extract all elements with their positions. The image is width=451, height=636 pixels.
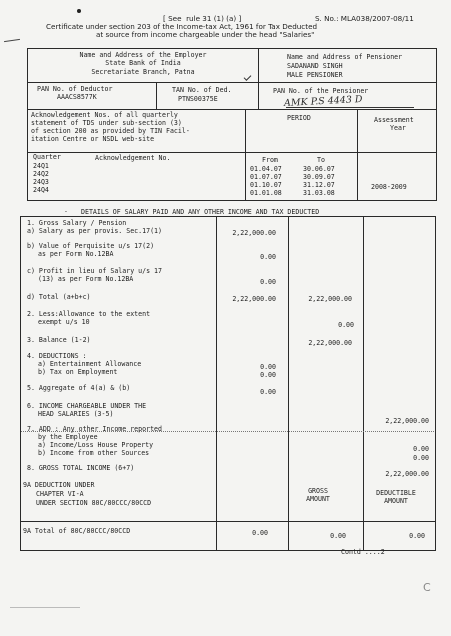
employer-line2: Secretariate Branch, Patna (91, 68, 195, 76)
quarter-box (27, 152, 437, 201)
period-from-q4: 01.01.08 (250, 189, 282, 197)
deductible-amount-header: DEDUCTIBLE (376, 489, 416, 497)
other-income-label-2: by the Employee (38, 433, 98, 441)
house-property-amount: 0.00 (413, 445, 429, 453)
balance-label: 3. Balance (1-2) (27, 336, 91, 344)
assessment-label: Assessment (374, 116, 414, 124)
allowance-label: 2. Less:Allowance to the extent (27, 310, 151, 318)
pan-deductor-value: AAACS8577K (57, 93, 97, 101)
salary-sec17-label: a) Salary as per provis. Sec.17(1) (27, 227, 162, 235)
chapter-via-total-amount-2: 0.00 (330, 532, 346, 540)
quarter-q4: 24Q4 (33, 186, 49, 194)
period-from-q1: 01.04.07 (250, 165, 282, 173)
allowance-amount: 0.00 (338, 321, 354, 329)
continued-note: Contd ....2 (341, 548, 385, 556)
perquisite-label: b) Value of Perquisite u/s 17(2) (27, 242, 155, 250)
period-from-q2: 01.07.07 (250, 173, 282, 181)
rule-reference: [ See rule 31 (1) (a) ] (163, 14, 242, 23)
allowance-label-2: exempt u/s 10 (38, 318, 90, 326)
period-from-q3: 01.10.07 (250, 181, 282, 189)
employer-line1: State Bank of India (105, 59, 181, 67)
gross-salary-label: 1. Gross Salary / Pension (27, 219, 127, 227)
gross-total-income-label: 8. GROSS TOTAL INCOME (6+7) (27, 464, 135, 472)
other-sources-amount: 0.00 (413, 454, 429, 462)
assessment-year-label: Year (390, 124, 406, 132)
income-chargeable-label-2: HEAD SALARIES (3-5) (38, 410, 114, 418)
deductions-label: 4. DEDUCTIONS : (27, 352, 87, 360)
period-to-q1: 30.06.07 (303, 165, 335, 173)
tax-employment-amount: 0.00 (260, 371, 276, 379)
assessment-year-value: 2008-2009 (371, 183, 407, 191)
gross-amount-header: GROSS (308, 487, 328, 495)
pensioner-line2: MALE PENSIONER (287, 71, 343, 79)
certificate-title-line1: Certificate under section 203 of the Income-tax Act, 1961 for Tax Deducted (46, 22, 318, 31)
total-abc-amount-2: 2,22,000.00 (308, 295, 352, 303)
details-title: DETAILS OF SALARY PAID AND ANY OTHER INCOME AND TAX DEDUCTED (81, 208, 320, 216)
pan-pensioner-handwritten: AMK P.S 4443 D (283, 93, 363, 110)
from-label: From (262, 156, 278, 164)
certificate-title-line2: at source from income chargeable under the head "Salaries" (96, 30, 315, 39)
pen-mark (4, 39, 20, 42)
ack-no-label: Acknowledgement No. (95, 154, 171, 162)
quarter-q2: 24Q2 (33, 170, 49, 178)
top-dot (77, 9, 81, 13)
pensioner-name: SADANAND SINGH (287, 62, 343, 70)
total-abc-amount-1: 2,22,000.00 (232, 295, 276, 303)
chapter-via-label-2: CHAPTER VI-A (36, 490, 84, 498)
income-chargeable-amount: 2,22,000.00 (385, 417, 429, 425)
period-to-q3: 31.12.07 (303, 181, 335, 189)
chapter-via-total-amount-3: 0.00 (409, 532, 425, 540)
quarter-label: Quarter (33, 153, 61, 161)
other-income-label: 7. ADD : Any other Income reported (27, 425, 162, 433)
perquisite-label-2: as per Form No.12BA (38, 250, 114, 258)
bottom-scan-line (10, 607, 80, 608)
handwritten-underline (286, 107, 414, 108)
tan-label: TAN No. of Ded. (172, 86, 232, 94)
other-sources-label: b) Income from other Sources (38, 449, 150, 457)
quarter-q3: 24Q3 (33, 178, 49, 186)
gross-amount-header-2: AMOUNT (306, 495, 330, 503)
ack-text-line2: statement of TDS under sub-section (3) (31, 119, 182, 127)
profit-label: c) Profit in lieu of Salary u/s 17 (27, 267, 162, 275)
tan-value: PTNS00375E (178, 95, 218, 103)
chapter-via-total-amount-1: 0.00 (252, 529, 268, 537)
period-label: PERIOD (287, 114, 311, 122)
entertainment-amount: 0.00 (260, 363, 276, 371)
income-chargeable-label: 6. INCOME CHARGEABLE UNDER THE (27, 402, 147, 410)
profit-amount: 0.00 (260, 278, 276, 286)
pan-deductor-label: PAN No. of Deductor (37, 85, 113, 93)
chapter-via-label-3: UNDER SECTION 80C/80CCC/80CCD (36, 499, 152, 507)
serial-number: S. No.: MLA038/2007-08/11 (315, 14, 414, 23)
corner-mark: C (423, 581, 431, 594)
employer-heading: Name and Address of the Employer (79, 51, 207, 59)
to-label: To (317, 156, 325, 164)
balance-amount: 2,22,000.00 (308, 339, 352, 347)
ack-text-line4: itation Centre or NSDL web-site (31, 135, 155, 143)
salary-sec17-amount: 2,22,000.00 (232, 229, 276, 237)
perquisite-amount: 0.00 (260, 253, 276, 261)
pensioner-heading: Name and Address of Pensioner (287, 53, 403, 61)
period-to-q4: 31.03.08 (303, 189, 335, 197)
period-to-q2: 30.09.07 (303, 173, 335, 181)
gross-total-income-amount: 2,22,000.00 (385, 470, 429, 478)
aggregate-label: 5. Aggregate of 4(a) & (b) (27, 384, 131, 392)
details-bullet: · (64, 208, 68, 216)
ack-text-line1: Acknowledgement Nos. of all quarterly (31, 111, 178, 119)
deductible-amount-header-2: AMOUNT (384, 497, 408, 505)
total-abc-label: d) Total (a+b+c) (27, 293, 91, 301)
ack-text-line3: of section 200 as provided by TIN Facil- (31, 127, 190, 135)
pan-pensioner-label: PAN No. of the Pensioner (273, 87, 369, 95)
tax-employment-label: b) Tax on Employment (38, 368, 118, 376)
profit-label-2: (13) as per Form No.12BA (38, 275, 134, 283)
chapter-via-total-label: 9A Total of 80C/80CCC/80CCD (23, 527, 131, 535)
chapter-via-label-1: 9A DEDUCTION UNDER (23, 481, 95, 489)
quarter-q1: 24Q1 (33, 162, 49, 170)
entertainment-label: a) Entertainment Allowance (38, 360, 142, 368)
aggregate-amount: 0.00 (260, 388, 276, 396)
house-property-label: a) Income/Loss House Property (38, 441, 154, 449)
